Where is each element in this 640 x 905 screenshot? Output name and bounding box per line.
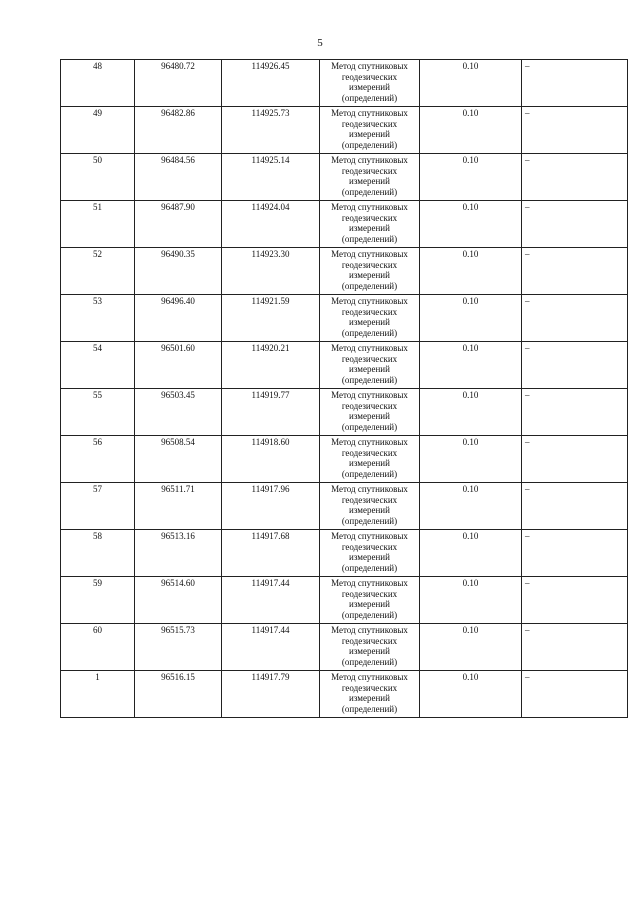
x-coordinate-cell: 96515.73 [135, 624, 222, 671]
table-row [61, 107, 628, 154]
x-coordinate-cell: 96490.35 [135, 248, 222, 295]
point-number-cell: 52 [61, 248, 135, 295]
point-number-cell: 60 [61, 624, 135, 671]
description-cell: – [522, 248, 628, 295]
description-cell: – [522, 577, 628, 624]
x-coordinate-cell: 96484.56 [135, 154, 222, 201]
table-row [61, 201, 628, 248]
method-cell: Метод спутниковых геодезических измерений (определений) [320, 530, 420, 577]
point-number-cell: 53 [61, 295, 135, 342]
method-cell: Метод спутниковых геодезических измерений (определений) [320, 483, 420, 530]
description-cell: – [522, 342, 628, 389]
description-cell: – [522, 624, 628, 671]
y-coordinate-cell: 114917.44 [222, 624, 320, 671]
table-row [61, 624, 628, 671]
description-cell: – [522, 295, 628, 342]
y-coordinate-cell: 114919.77 [222, 389, 320, 436]
coordinates-table [60, 59, 628, 718]
x-coordinate-cell: 96501.60 [135, 342, 222, 389]
method-cell: Метод спутниковых геодезических измерений (определений) [320, 436, 420, 483]
accuracy-cell: 0.10 [420, 154, 522, 201]
y-coordinate-cell: 114923.30 [222, 248, 320, 295]
method-cell: Метод спутниковых геодезических измерений (определений) [320, 389, 420, 436]
method-cell: Метод спутниковых геодезических измерений (определений) [320, 671, 420, 718]
table-row [61, 530, 628, 577]
point-number-cell: 59 [61, 577, 135, 624]
description-cell: – [522, 107, 628, 154]
point-number-cell: 48 [61, 60, 135, 107]
method-cell: Метод спутниковых геодезических измерений (определений) [320, 342, 420, 389]
x-coordinate-cell: 96516.15 [135, 671, 222, 718]
y-coordinate-cell: 114925.73 [222, 107, 320, 154]
x-coordinate-cell: 96508.54 [135, 436, 222, 483]
accuracy-cell: 0.10 [420, 671, 522, 718]
point-number-cell: 54 [61, 342, 135, 389]
table-row [61, 154, 628, 201]
table-row [61, 60, 628, 107]
table-row [61, 671, 628, 718]
accuracy-cell: 0.10 [420, 342, 522, 389]
x-coordinate-cell: 96514.60 [135, 577, 222, 624]
accuracy-cell: 0.10 [420, 248, 522, 295]
point-number-cell: 50 [61, 154, 135, 201]
method-cell: Метод спутниковых геодезических измерений (определений) [320, 624, 420, 671]
method-cell: Метод спутниковых геодезических измерений (определений) [320, 201, 420, 248]
accuracy-cell: 0.10 [420, 107, 522, 154]
method-cell: Метод спутниковых геодезических измерений (определений) [320, 154, 420, 201]
y-coordinate-cell: 114921.59 [222, 295, 320, 342]
table-row [61, 248, 628, 295]
x-coordinate-cell: 96487.90 [135, 201, 222, 248]
y-coordinate-cell: 114917.44 [222, 577, 320, 624]
x-coordinate-cell: 96513.16 [135, 530, 222, 577]
y-coordinate-cell: 114925.14 [222, 154, 320, 201]
description-cell: – [522, 483, 628, 530]
accuracy-cell: 0.10 [420, 201, 522, 248]
table-row [61, 295, 628, 342]
coordinates-table-body [61, 60, 628, 718]
x-coordinate-cell: 96480.72 [135, 60, 222, 107]
y-coordinate-cell: 114917.96 [222, 483, 320, 530]
table-row [61, 436, 628, 483]
method-cell: Метод спутниковых геодезических измерений (определений) [320, 60, 420, 107]
accuracy-cell: 0.10 [420, 436, 522, 483]
table-row [61, 577, 628, 624]
point-number-cell: 49 [61, 107, 135, 154]
x-coordinate-cell: 96496.40 [135, 295, 222, 342]
y-coordinate-cell: 114920.21 [222, 342, 320, 389]
method-cell: Метод спутниковых геодезических измерений (определений) [320, 248, 420, 295]
accuracy-cell: 0.10 [420, 624, 522, 671]
point-number-cell: 57 [61, 483, 135, 530]
accuracy-cell: 0.10 [420, 483, 522, 530]
x-coordinate-cell: 96503.45 [135, 389, 222, 436]
description-cell: – [522, 389, 628, 436]
y-coordinate-cell: 114924.04 [222, 201, 320, 248]
method-cell: Метод спутниковых геодезических измерений (определений) [320, 295, 420, 342]
accuracy-cell: 0.10 [420, 530, 522, 577]
y-coordinate-cell: 114917.68 [222, 530, 320, 577]
point-number-cell: 51 [61, 201, 135, 248]
description-cell: – [522, 530, 628, 577]
description-cell: – [522, 436, 628, 483]
table-row [61, 483, 628, 530]
y-coordinate-cell: 114918.60 [222, 436, 320, 483]
accuracy-cell: 0.10 [420, 577, 522, 624]
accuracy-cell: 0.10 [420, 389, 522, 436]
description-cell: – [522, 60, 628, 107]
accuracy-cell: 0.10 [420, 60, 522, 107]
x-coordinate-cell: 96511.71 [135, 483, 222, 530]
y-coordinate-cell: 114917.79 [222, 671, 320, 718]
x-coordinate-cell: 96482.86 [135, 107, 222, 154]
table-row [61, 342, 628, 389]
method-cell: Метод спутниковых геодезических измерений (определений) [320, 107, 420, 154]
y-coordinate-cell: 114926.45 [222, 60, 320, 107]
description-cell: – [522, 201, 628, 248]
page-number: 5 [317, 37, 323, 49]
description-cell: – [522, 671, 628, 718]
point-number-cell: 55 [61, 389, 135, 436]
description-cell: – [522, 154, 628, 201]
point-number-cell: 58 [61, 530, 135, 577]
table-row [61, 389, 628, 436]
point-number-cell: 1 [61, 671, 135, 718]
point-number-cell: 56 [61, 436, 135, 483]
method-cell: Метод спутниковых геодезических измерений (определений) [320, 577, 420, 624]
accuracy-cell: 0.10 [420, 295, 522, 342]
